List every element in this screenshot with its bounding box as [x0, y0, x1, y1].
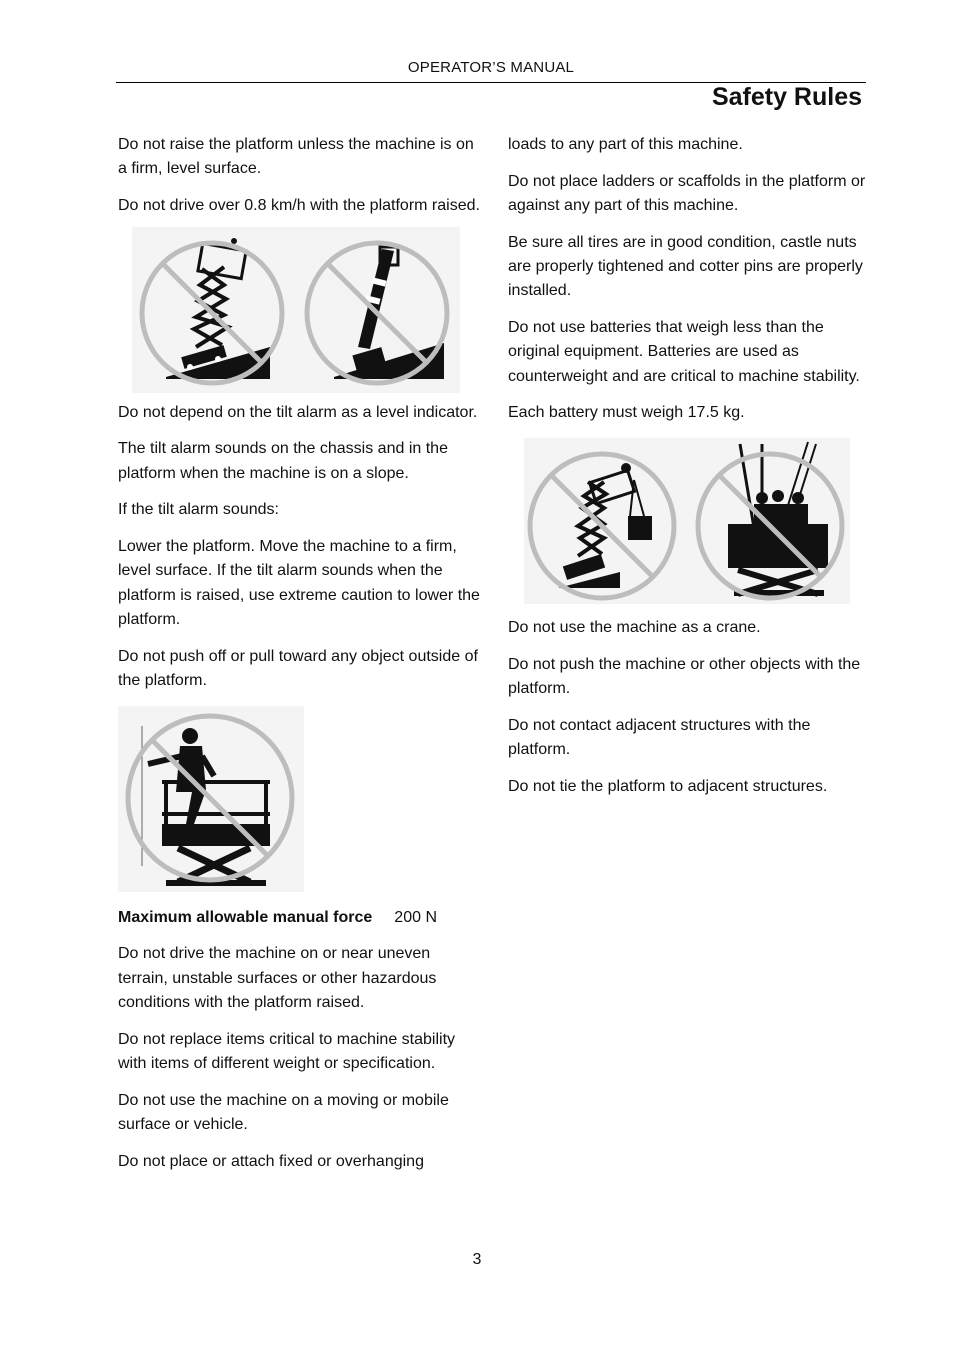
paragraph: Do not use the machine as a crane. — [508, 619, 761, 636]
paragraph: Be sure all tires are in good condition, castle nuts are properly tightened and cotter pins are properly installed. — [508, 233, 863, 300]
paragraph: Do not raise the platform unless the machine is on a firm, level surface. — [118, 136, 474, 178]
paragraph: Do not drive over 0.8 km/h with the platform raised. — [118, 197, 480, 214]
paragraph: Each battery must weigh 17.5 kg. — [508, 404, 745, 422]
right-column — [508, 133, 870, 811]
spec-value: 200 N — [394, 908, 437, 926]
paragraph: If the tilt alarm sounds: — [118, 501, 279, 519]
left-column — [118, 133, 480, 1186]
spec-label: Maximum allowable manual force — [118, 908, 373, 926]
paragraph: Do not replace items critical to machine stability with items of different weight or specification. — [118, 1030, 456, 1072]
paragraph: Do not use the machine on a moving or mobile surface or vehicle. — [118, 1091, 449, 1133]
paragraph: Do not drive the machine on or near uneven terrain, unstable surfaces or other hazardous conditions with the platform raised. — [118, 945, 437, 1011]
paragraph: Do not tie the platform to adjacent structures. — [508, 777, 828, 795]
paragraph: Do not use batteries that weigh less than the original equipment. Batteries are used as counterweight and are critical to machine stability. — [508, 319, 860, 385]
no-push-pull-icon — [118, 706, 304, 892]
section-title: Safety Rules — [711, 83, 862, 111]
paragraph: The tilt alarm sounds on the chassis and in the platform when the machine is on a slope. — [118, 440, 448, 482]
paragraph: Do not depend on the tilt alarm as a level indicator. — [118, 403, 478, 421]
manual-force-spec — [118, 906, 480, 930]
paragraph: Do not contact adjacent structures with the platform. — [508, 716, 811, 758]
running-header: OPERATOR’S MANUAL — [407, 59, 575, 76]
no-crane-no-ladder-illustration — [508, 438, 870, 608]
paragraph: Do not push the machine or other objects with the platform. — [508, 655, 861, 697]
no-push-pull-illustration — [118, 706, 480, 896]
paragraph: Lower the platform. Move the machine to a firm, level surface. If the tilt alarm sounds when the platform is raised, use extreme caution to lower the platform. — [118, 537, 480, 628]
no-slope-illustration — [118, 227, 480, 393]
paragraph: Do not place ladders or scaffolds in the platform or against any part of this machine. — [508, 172, 866, 214]
paragraph: Do not place or attach fixed or overhanging — [118, 1152, 424, 1170]
paragraph: Do not push off or pull toward any object outside of the platform. — [118, 647, 478, 689]
page-number: 3 — [472, 1251, 482, 1268]
paragraph: loads to any part of this machine. — [508, 136, 743, 153]
